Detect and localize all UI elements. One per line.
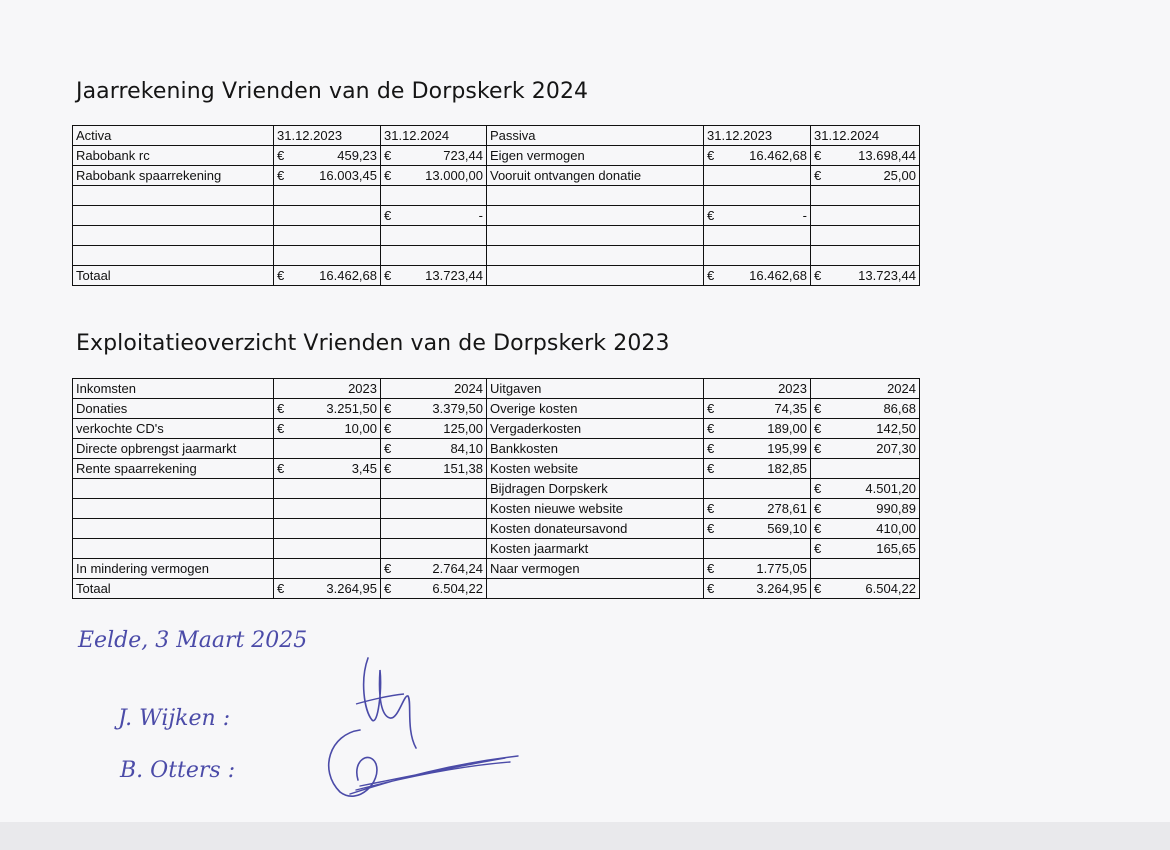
euro-sign: € [707, 580, 715, 596]
table-row [73, 146, 920, 166]
row-label-right: Kosten jaarmarkt [487, 539, 704, 559]
row-label-left [73, 539, 274, 559]
value-left-prev [274, 499, 381, 519]
value-left-prev [274, 419, 381, 439]
row-label-right [487, 186, 704, 206]
row-label-right: Eigen vermogen [487, 146, 704, 166]
column-header: Activa [73, 126, 274, 146]
row-label-left: Rabobank spaarrekening [73, 166, 274, 186]
amount: 16.462,68 [749, 267, 807, 283]
value-left-prev [274, 146, 381, 166]
amount: 4.501,20 [865, 480, 916, 496]
amount: 3.251,50 [326, 400, 377, 416]
amount: 10,00 [344, 420, 377, 436]
value-right-curr [811, 519, 920, 539]
row-label-right [487, 579, 704, 599]
amount: 207,30 [876, 440, 916, 456]
row-label-left [73, 226, 274, 246]
value-right-curr [811, 559, 920, 579]
value-left-curr [381, 479, 487, 499]
value-left-prev [274, 579, 381, 599]
euro-sign: € [384, 420, 392, 436]
row-label-left: Rente spaarrekening [73, 459, 274, 479]
column-header: Uitgaven [487, 379, 704, 399]
amount: 13.723,44 [858, 267, 916, 283]
euro-sign: € [707, 440, 715, 456]
table-row [73, 186, 920, 206]
row-label-left [73, 246, 274, 266]
row-label-right: Bijdragen Dorpskerk [487, 479, 704, 499]
value-left-prev [274, 206, 381, 226]
value-left-curr [381, 519, 487, 539]
value-left-prev [274, 559, 381, 579]
value-right-curr [811, 419, 920, 439]
table-row [73, 266, 920, 286]
amount: 13.698,44 [858, 147, 916, 163]
column-header: 2024 [811, 379, 920, 399]
euro-sign: € [814, 440, 822, 456]
table-row [73, 459, 920, 479]
table-row [73, 499, 920, 519]
value-left-prev [274, 226, 381, 246]
euro-sign: € [707, 420, 715, 436]
amount: 16.003,45 [319, 167, 377, 183]
value-right-prev [704, 266, 811, 286]
value-right-prev [704, 499, 811, 519]
row-label-left [73, 519, 274, 539]
value-right-prev [704, 206, 811, 226]
row-label-right: Vergaderkosten [487, 419, 704, 439]
value-left-curr [381, 146, 487, 166]
amount: 74,35 [774, 400, 807, 416]
amount: 151,38 [443, 460, 483, 476]
value-left-curr [381, 399, 487, 419]
column-header: 31.12.2023 [274, 126, 381, 146]
column-header: 31.12.2024 [811, 126, 920, 146]
table-row [73, 539, 920, 559]
value-left-prev [274, 246, 381, 266]
amount: 3.264,95 [756, 580, 807, 596]
value-left-curr [381, 419, 487, 439]
euro-sign: € [814, 480, 822, 496]
row-label-left: verkochte CD's [73, 419, 274, 439]
row-label-left [73, 206, 274, 226]
amount: 569,10 [767, 520, 807, 536]
value-right-prev [704, 579, 811, 599]
amount: 16.462,68 [749, 147, 807, 163]
amount: 6.504,22 [432, 580, 483, 596]
row-label-left [73, 186, 274, 206]
amount: 195,99 [767, 440, 807, 456]
value-left-prev [274, 479, 381, 499]
column-header: 2023 [274, 379, 381, 399]
table-row [73, 439, 920, 459]
table-row [73, 246, 920, 266]
row-label-left [73, 479, 274, 499]
value-left-curr [381, 206, 487, 226]
euro-sign: € [384, 167, 392, 183]
column-header: 2024 [381, 379, 487, 399]
value-right-curr [811, 539, 920, 559]
value-left-curr [381, 246, 487, 266]
euro-sign: € [707, 147, 715, 163]
row-label-right: Kosten nieuwe website [487, 499, 704, 519]
amount: 3,45 [351, 460, 377, 476]
euro-sign: € [277, 420, 285, 436]
amount: - [478, 207, 483, 223]
column-header: Inkomsten [73, 379, 274, 399]
value-right-curr [811, 479, 920, 499]
signature-2 [300, 720, 530, 810]
value-left-prev [274, 539, 381, 559]
amount: 165,65 [876, 540, 916, 556]
handwritten-signer-2: B. Otters : [120, 758, 236, 783]
balance-title: Jaarrekening Vrienden van de Dorpskerk 2024 [76, 79, 589, 104]
amount: - [802, 207, 807, 223]
euro-sign: € [814, 420, 822, 436]
row-label-right: Bankkosten [487, 439, 704, 459]
row-label-right: Kosten website [487, 459, 704, 479]
euro-sign: € [814, 500, 822, 516]
amount: 723,44 [443, 147, 483, 163]
euro-sign: € [814, 520, 822, 536]
row-label-right [487, 206, 704, 226]
column-header: 31.12.2024 [381, 126, 487, 146]
table-row [73, 166, 920, 186]
row-label-right [487, 266, 704, 286]
euro-sign: € [814, 580, 822, 596]
value-right-curr [811, 439, 920, 459]
amount: 142,50 [876, 420, 916, 436]
value-left-prev [274, 186, 381, 206]
table-row [73, 419, 920, 439]
row-label-left: Directe opbrengst jaarmarkt [73, 439, 274, 459]
row-label-left: Donaties [73, 399, 274, 419]
amount: 990,89 [876, 500, 916, 516]
euro-sign: € [814, 167, 822, 183]
value-right-prev [704, 226, 811, 246]
euro-sign: € [277, 400, 285, 416]
row-label-left: In mindering vermogen [73, 559, 274, 579]
amount: 16.462,68 [319, 267, 377, 283]
euro-sign: € [814, 147, 822, 163]
value-left-prev [274, 439, 381, 459]
euro-sign: € [384, 580, 392, 596]
row-label-left: Totaal [73, 266, 274, 286]
value-right-curr [811, 206, 920, 226]
value-left-curr [381, 226, 487, 246]
euro-sign: € [384, 460, 392, 476]
euro-sign: € [707, 520, 715, 536]
value-left-curr [381, 186, 487, 206]
value-right-prev [704, 166, 811, 186]
value-right-prev [704, 146, 811, 166]
euro-sign: € [707, 207, 715, 223]
row-label-right: Naar vermogen [487, 559, 704, 579]
amount: 2.764,24 [432, 560, 483, 576]
table-row [73, 519, 920, 539]
value-right-curr [811, 226, 920, 246]
euro-sign: € [277, 267, 285, 283]
amount: 13.000,00 [425, 167, 483, 183]
amount: 189,00 [767, 420, 807, 436]
table-row [73, 206, 920, 226]
value-right-curr [811, 579, 920, 599]
value-left-curr [381, 499, 487, 519]
euro-sign: € [384, 207, 392, 223]
amount: 1.775,05 [756, 560, 807, 576]
value-right-prev [704, 439, 811, 459]
value-right-curr [811, 399, 920, 419]
amount: 125,00 [443, 420, 483, 436]
euro-sign: € [384, 267, 392, 283]
value-right-curr [811, 499, 920, 519]
value-left-curr [381, 559, 487, 579]
value-right-curr [811, 166, 920, 186]
euro-sign: € [814, 267, 822, 283]
value-left-prev [274, 399, 381, 419]
euro-sign: € [384, 440, 392, 456]
euro-sign: € [277, 580, 285, 596]
euro-sign: € [277, 167, 285, 183]
value-left-curr [381, 439, 487, 459]
table-row [73, 226, 920, 246]
value-right-curr [811, 459, 920, 479]
column-header: 31.12.2023 [704, 126, 811, 146]
table-row [73, 579, 920, 599]
row-label-right: Vooruit ontvangen donatie [487, 166, 704, 186]
euro-sign: € [277, 460, 285, 476]
amount: 278,61 [767, 500, 807, 516]
amount: 13.723,44 [425, 267, 483, 283]
amount: 84,10 [450, 440, 483, 456]
row-label-left [73, 499, 274, 519]
value-right-prev [704, 419, 811, 439]
row-label-left: Totaal [73, 579, 274, 599]
value-right-prev [704, 519, 811, 539]
value-left-curr [381, 166, 487, 186]
value-right-curr [811, 146, 920, 166]
value-right-curr [811, 186, 920, 206]
amount: 3.379,50 [432, 400, 483, 416]
value-left-prev [274, 459, 381, 479]
amount: 410,00 [876, 520, 916, 536]
value-left-prev [274, 166, 381, 186]
row-label-right [487, 246, 704, 266]
value-left-curr [381, 579, 487, 599]
amount: 6.504,22 [865, 580, 916, 596]
euro-sign: € [707, 560, 715, 576]
value-right-prev [704, 186, 811, 206]
value-left-curr [381, 459, 487, 479]
handwritten-signer-1: J. Wijken : [118, 706, 231, 731]
euro-sign: € [707, 400, 715, 416]
value-right-curr [811, 266, 920, 286]
table-row [73, 479, 920, 499]
row-label-right: Kosten donateursavond [487, 519, 704, 539]
exploitation-title: Exploitatieoverzicht Vrienden van de Dorpskerk 2023 [76, 331, 670, 356]
euro-sign: € [814, 540, 822, 556]
euro-sign: € [707, 500, 715, 516]
scan-edge [0, 822, 1170, 850]
value-left-prev [274, 266, 381, 286]
row-label-right: Overige kosten [487, 399, 704, 419]
value-right-curr [811, 246, 920, 266]
exploitation-table [72, 378, 920, 599]
header-row [73, 126, 920, 146]
value-right-prev [704, 246, 811, 266]
amount: 86,68 [883, 400, 916, 416]
handwritten-place-date: Eelde, 3 Maart 2025 [78, 628, 308, 653]
value-left-prev [274, 519, 381, 539]
amount: 25,00 [883, 167, 916, 183]
value-right-prev [704, 399, 811, 419]
amount: 3.264,95 [326, 580, 377, 596]
euro-sign: € [707, 267, 715, 283]
euro-sign: € [384, 147, 392, 163]
amount: 182,85 [767, 460, 807, 476]
euro-sign: € [384, 400, 392, 416]
euro-sign: € [277, 147, 285, 163]
value-right-prev [704, 459, 811, 479]
value-right-prev [704, 559, 811, 579]
column-header: 2023 [704, 379, 811, 399]
value-left-curr [381, 539, 487, 559]
column-header: Passiva [487, 126, 704, 146]
balance-table [72, 125, 920, 286]
euro-sign: € [384, 560, 392, 576]
value-right-prev [704, 479, 811, 499]
euro-sign: € [814, 400, 822, 416]
table-row [73, 399, 920, 419]
amount: 459,23 [337, 147, 377, 163]
row-label-left: Rabobank rc [73, 146, 274, 166]
header-row [73, 379, 920, 399]
euro-sign: € [707, 460, 715, 476]
value-left-curr [381, 266, 487, 286]
table-row [73, 559, 920, 579]
row-label-right [487, 226, 704, 246]
value-right-prev [704, 539, 811, 559]
